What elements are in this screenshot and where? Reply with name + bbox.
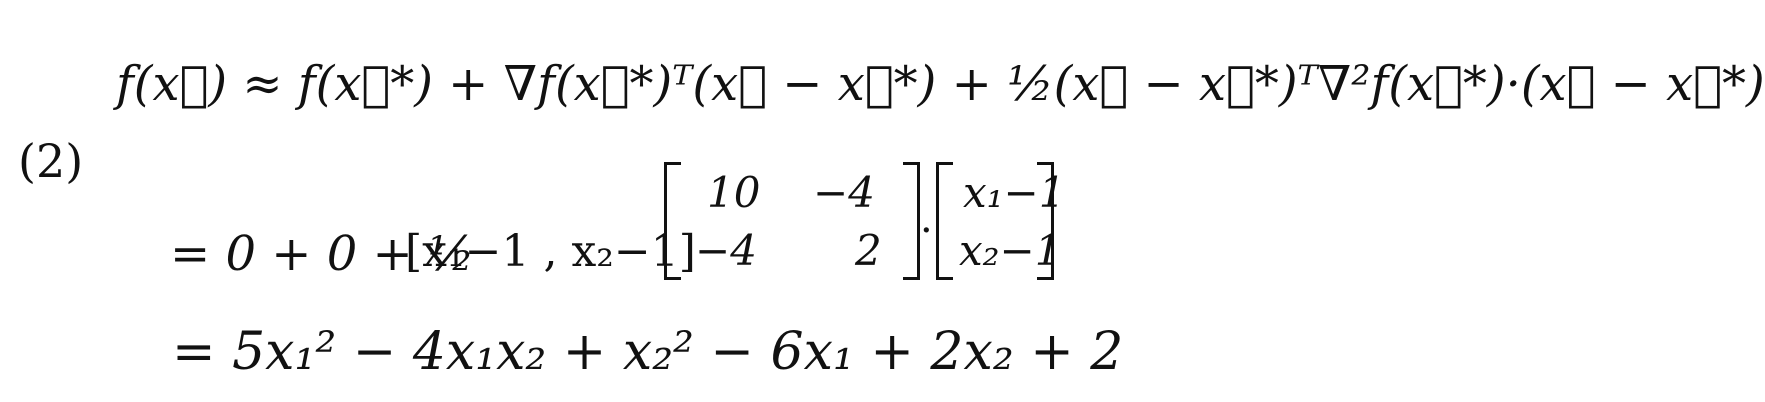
product-dot: · — [920, 208, 933, 254]
column-vector-entry-1: x₁−1 — [963, 168, 1066, 217]
hessian-matrix — [664, 162, 920, 280]
result-line: = 5x₁² − 4x₁x₂ + x₂² − 6x₁ + 2x₂ + 2 — [172, 322, 1124, 382]
substitution-line-prefix: = 0 + 0 + ½ — [170, 226, 475, 282]
hessian-cell-12: −4 — [813, 168, 875, 217]
hessian-cell-22: 2 — [855, 226, 882, 275]
column-vector — [936, 162, 1066, 280]
taylor-expansion-formula: f(x⃗) ≈ f(x⃗*) + ∇f(x⃗*)ᵀ(x⃗ − x⃗*) + ½(x⃗ − x⃗*)ᵀ∇²f(x⃗*)·(x⃗ − x⃗*) — [116, 56, 1765, 112]
hessian-cell-11: 10 — [707, 168, 761, 217]
hessian-cell-21: −4 — [695, 226, 757, 275]
row-vector: [x₁−1 , x₂−1] — [405, 226, 696, 277]
taylor-expansion-line — [18, 56, 1765, 188]
column-vector-entry-2: x₂−1 — [959, 226, 1062, 275]
problem-label: (2) — [18, 134, 84, 188]
